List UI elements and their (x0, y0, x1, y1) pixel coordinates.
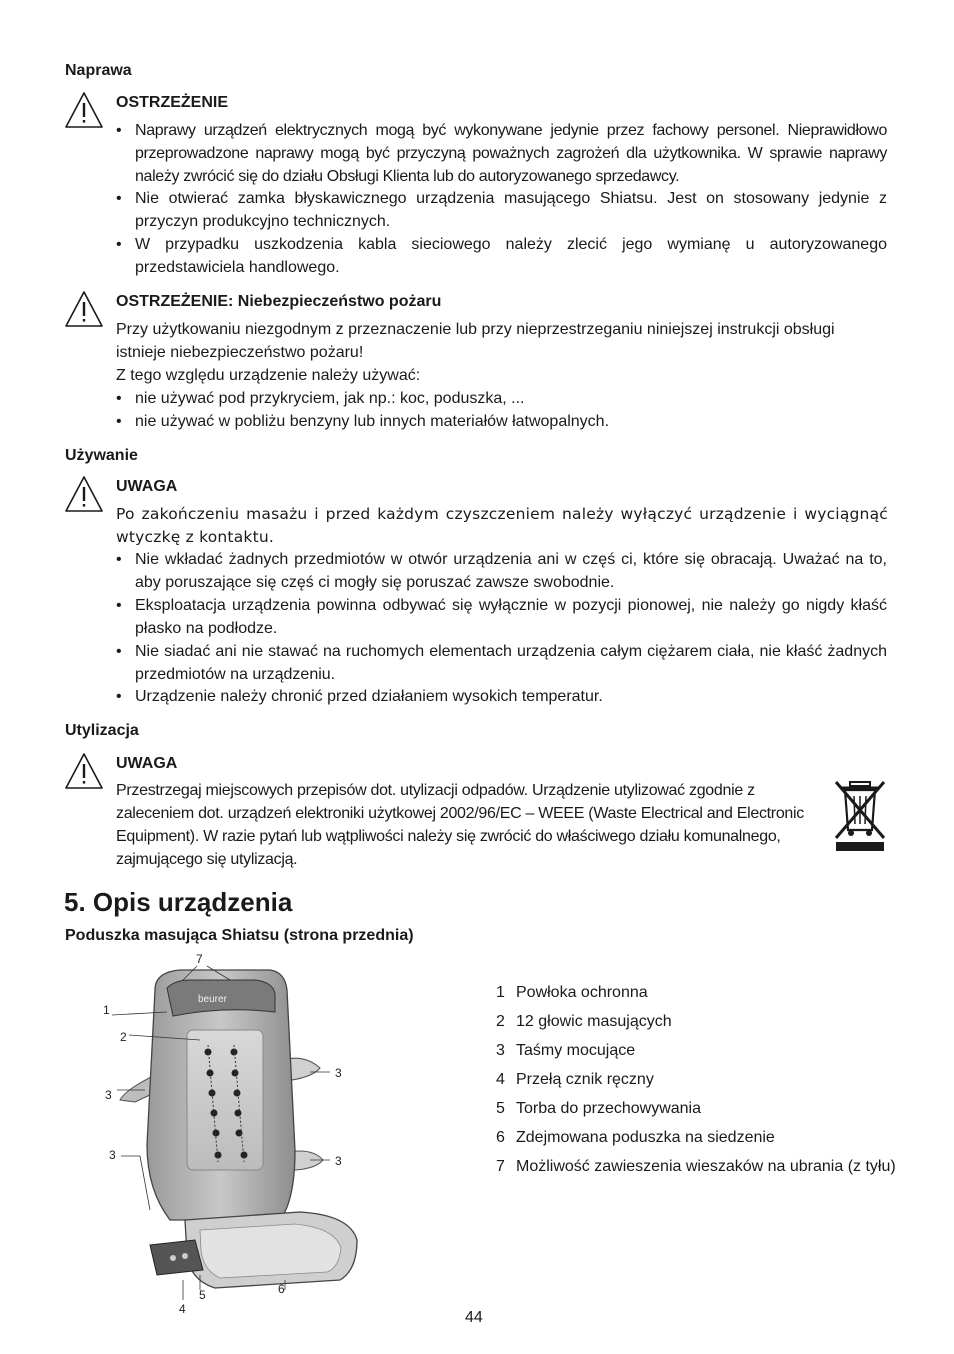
callout-label: 1 (103, 1003, 110, 1017)
warning-triangle-icon (64, 290, 104, 328)
bullet-text: W przypadku uszkodzenia kabla sieciowego należy zlecić jego wymianę u autoryzowanego przedstawiciela handlowego. (135, 236, 887, 276)
part-number: 5 (496, 1100, 505, 1117)
page-number: 44 (465, 1309, 483, 1326)
section-heading-naprawa: Naprawa (65, 62, 132, 79)
warning-title: UWAGA (116, 755, 178, 772)
part-number: 2 (496, 1013, 505, 1030)
callout-label: 5 (199, 1288, 206, 1302)
part-number: 7 (496, 1158, 505, 1175)
chapter-title: 5. Opis urządzenia (64, 887, 293, 917)
weee-crossed-bin-icon (832, 778, 888, 852)
massage-area (187, 1030, 263, 1170)
section-heading-utylizacja: Utylizacja (65, 722, 139, 739)
part-label: Torba do przechowywania (516, 1100, 701, 1117)
bullet-text: Nie siadać ani nie stawać na ruchomych elementach urządzenia całym ciężarem ciała, nie kłaść żadnych przedmiotów na urządzeniu. (135, 643, 887, 683)
callout-label: 3 (335, 1154, 342, 1168)
warning-triangle-icon (64, 752, 104, 790)
bullet-text: Eksploatacja urządzenia powinna odbywać się wyłącznie w pozycji pionowej, nie należy go nigdy kłaść płasko na podłodze. (135, 597, 887, 637)
warning-title: UWAGA (116, 478, 178, 495)
list-item: • nie używać w pobliżu benzyny lub innych materiałów łatwopalnych. (116, 410, 888, 433)
warning-text: Po zakończeniu masażu i przed każdym czyszczeniem należy wyłączyć urządzenie i wyciągnąć wtyczkę z kontaktu. (116, 505, 888, 546)
list-item: • nie używać pod przykryciem, jak np.: koc, poduszka, ... (116, 387, 888, 410)
list-item: • Eksploatacja urządzenia powinna odbywać się wyłącznie w pozycji pionowej, nie należy go nigdy kłaść płasko na podłodze. (116, 594, 888, 640)
brand-logo: beurer (198, 994, 227, 1005)
callout-label: 4 (179, 1302, 186, 1316)
part-label: 12 głowic masujących (516, 1013, 672, 1030)
part-number: 1 (496, 984, 505, 1001)
bullet-text: nie używać w pobliżu benzyny lub innych materiałów łatwopalnych. (135, 413, 610, 430)
callout-label: 3 (335, 1066, 342, 1080)
warning-text: Przestrzegaj miejscowych przepisów dot. utylizacji odpadów. Urządzenie utylizować zgodnie z zaleceniem dot. urządzeń elektroniki użytkowej 2002/96/EC – WEEE (Waste Electrical and Electronic Equipment). W razie pytań lub wątpliwości należy się zwrócić do właściwego działu komunalnego, zajmującego się utylizacją. (116, 782, 804, 868)
part-number: 3 (496, 1042, 505, 1059)
massage-cushion-illustration (95, 950, 475, 1315)
list-item: • Nie siadać ani nie stawać na ruchomych elementach urządzenia całym ciężarem ciała, nie kłaść żadnych przedmiotów na urządzeniu. (116, 640, 888, 686)
warning-title: OSTRZEŻENIE: Niebezpieczeństwo pożaru (116, 293, 442, 310)
part-label: Przełą cznik ręczny (516, 1071, 654, 1088)
warning-triangle-icon (64, 475, 104, 513)
list-item: • Nie wkładać żadnych przedmiotów w otwór urządzenia ani w częś ci, które się obracają. Uważać na to, aby poruszające się częś ci mogły się poruszać zawsze swobodnie. (116, 548, 888, 594)
part-number: 6 (496, 1129, 505, 1146)
warning-text: Przy użytkowaniu niezgodnym z przeznaczenie lub przy nieprzestrzeganiu niniejszej instrukcji obsługi istnieje niebezpieczeństwo pożaru! (116, 321, 835, 361)
bullet-text: Nie wkładać żadnych przedmiotów w otwór urządzenia ani w częś ci, które się obracają. Uważać na to, aby poruszające się częś ci mogły się poruszać zawsze swobodnie. (135, 551, 887, 591)
callout-label: 7 (196, 952, 203, 966)
callout-label: 3 (109, 1148, 116, 1162)
part-label: Taśmy mocujące (516, 1042, 636, 1059)
list-item: • Naprawy urządzeń elektrycznych mogą być wykonywane jedynie przez fachowy personel. Nieprawidłowo przeprowadzone naprawy mogą być przyczyną poważnych zagrożeń dla użytkownika. W sprawie naprawy należy zwrócić się do działu Obsługi Klienta lub do autoryzowanego sprzedawcy. (116, 119, 888, 189)
chapter-subtitle: Poduszka masująca Shiatsu (strona przednia) (65, 927, 414, 944)
hand-controller (150, 1240, 203, 1275)
bullet-text: Naprawy urządzeń elektrycznych mogą być wykonywane jedynie przez fachowy personel. Nieprawidłowo przeprowadzone naprawy mogą być przyczyną poważnych zagrożeń dla użytkownika. W sprawie naprawy należy zwrócić się do działu Obsługi Klienta lub do autoryzowanego sprzedawcy. (135, 122, 887, 185)
list-item: • W przypadku uszkodzenia kabla sieciowego należy zlecić jego wymianę u autoryzowanego przedstawiciela handlowego. (116, 233, 888, 279)
part-number: 4 (496, 1071, 505, 1088)
list-item: • Urządzenie należy chronić przed działaniem wysokich temperatur. (116, 685, 888, 708)
bullet-text: Urządzenie należy chronić przed działaniem wysokich temperatur. (135, 688, 603, 705)
bullet-text: nie używać pod przykryciem, jak np.: koc, poduszka, ... (135, 390, 525, 407)
part-label: Powłoka ochronna (516, 984, 648, 1001)
callout-label: 3 (105, 1088, 112, 1102)
callout-label: 2 (120, 1030, 127, 1044)
callout-label: 6 (278, 1282, 285, 1296)
warning-triangle-icon (64, 91, 104, 129)
part-label: Możliwość zawieszenia wieszaków na ubrania (z tyłu) (516, 1158, 896, 1175)
list-item: • Nie otwierać zamka błyskawicznego urządzenia masującego Shiatsu. Jest on stosowany jedynie z przyczyn produkcyjno technicznych. (116, 187, 888, 233)
warning-text: Z tego względu urządzenie należy używać: (116, 367, 421, 384)
part-label: Zdejmowana poduszka na siedzenie (516, 1129, 775, 1146)
section-heading-uzywanie: Używanie (65, 447, 138, 464)
bullet-text: Nie otwierać zamka błyskawicznego urządzenia masującego Shiatsu. Jest on stosowany jedynie z przyczyn produkcyjno technicznych. (135, 190, 887, 230)
warning-title: OSTRZEŻENIE (116, 94, 229, 111)
